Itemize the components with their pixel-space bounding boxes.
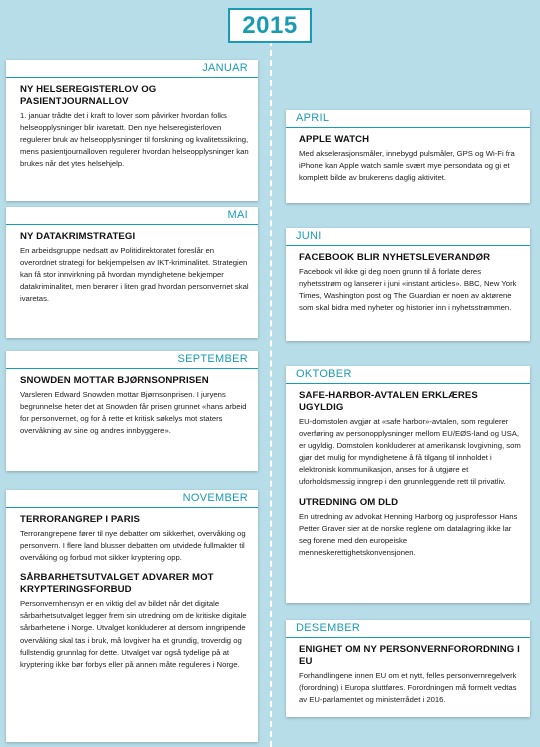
timeline-card-mai [6,207,258,338]
year-badge [228,8,312,43]
timeline-card-desember [286,620,530,717]
event-text: Forhandlingene innen EU om et nytt, felles personvernregelverk (forordning) i Europa sluttføres. Forordningen må formelt vedtas av EU-parlamentet og ministerrådet i 2016. [299,671,517,705]
month-label: APRIL [286,110,530,128]
event-text: 1. januar trådte det i kraft to lover som påvirker hvordan folks helseopplysninger blir ivaretatt. Den nye helseregisterloven regulerer bruk av helseopplysninger til forskning og kvalitetssikring, mens pasientjournalloven regulerer hvordan helseopplysninger kan brukes når det ytes helsehjelp. [20,111,249,169]
month-label: DESEMBER [286,620,530,638]
timeline-card-november [6,490,258,742]
event-title-2: SÅRBARHETSUTVALGET ADVARER MOT KRYPTERINGSFORBUD [20,572,214,596]
event-text: Med akselerasjonsmåler, innebygd pulsmåler, GPS og Wi-Fi fra iPhone kan Apple watch samle svært mye persondata og gi et komplett bilde av brukerens daglig aktivitet. [299,149,515,183]
event-text: Terrorangrepene fører til nye debatter om sikkerhet, overvåking og personvern. I flere land blusser debatten om utvidede fullmakter til overvåking og forbud mot sikker kryptering opp. [20,529,246,563]
month-label: SEPTEMBER [6,351,258,369]
timeline-line [270,40,272,747]
event-title: FACEBOOK BLIR NYHETSLEVERANDØR [299,252,491,263]
month-label: OKTOBER [286,366,530,384]
event-title: NY DATAKRIMSTRATEGI [20,231,136,242]
timeline-card-januar [6,60,258,201]
event-title: ENIGHET OM NY PERSONVERNFORORDNING I EU [299,644,520,667]
timeline-card-oktober [286,366,530,603]
timeline-card-september [6,351,258,471]
event-text: Varsleren Edward Snowden mottar Bjørnsonprisen. I juryens begrunnelse heter det at Snowden får prisen grunnet «hans arbeid for personvernet, og for å rette et kritisk søkelys mot staters overvåkning av sine og andres innbyggere». [20,390,247,436]
event-text-2: En utredning av advokat Henning Harborg og jusprofessor Hans Petter Graver sier at de norske reglene om datalagring ikke lar seg forene med den europeiske menneskerettighetskonvensjonen. [299,511,518,557]
event-title: APPLE WATCH [299,134,370,145]
month-label: NOVEMBER [6,490,258,508]
month-label: JANUAR [6,60,258,78]
timeline-card-april [286,110,530,203]
event-title: SAFE-HARBOR-AVTALEN ERKLÆRES UGYLDIG [299,390,478,413]
timeline-card-juni [286,228,530,341]
event-text: Facebook vil ikke gi deg noen grunn til å forlate deres nyhetsstrøm og lanserer i juni «instant articles». BBC, New York Times, Washington post og The Guardian er noen av aktørene som skal bidra med nyheter og historier inn i nyhetsstrømmen. [299,267,517,313]
event-title-2: UTREDNING OM DLD [299,496,399,508]
month-label: MAI [6,207,258,225]
year-label: 2015 [242,11,298,39]
event-text: En arbeidsgruppe nedsatt av Politidirektoratet foreslår en overordnet strategi for bekjempelsen av IKT-kriminalitet. Strategien kan få stor innvirkning på hvordan myndighetene bekjemper datakriminalitet, men berører i liten grad hvordan personvernet skal ivaretas. [20,246,249,304]
month-label: JUNI [286,228,530,246]
event-title: SNOWDEN MOTTAR BJØRNSONPRISEN [20,375,209,386]
event-title: NY HELSEREGISTERLOV OG PASIENTJOURNALLOV [20,84,157,107]
event-text-2: Personvernhensyn er en viktig del av bildet når det digitale sårbarhetsutvalget legger frem sin utredning om de kritiske digitale sårbarhetene i Norge. Utvalget konkluderer at dersom inngripende overvåking skal tas i bruk, må lovgiver ha et grundig, troverdig og fullstendig grunnlag for dette. Utvalget var også tydelige på at kryptering ikke bør forbys eller på annen måte reguleres i Norge. [20,599,247,669]
event-title: TERRORANGREP I PARIS [20,514,140,525]
event-text: EU-domstolen avgjør at «safe harbor»-avtalen, som regulerer overføring av personopplysninger mellom EU/EØS-land og USA, er ugyldig. Domstolen konkluderer at amerikansk lovgivning, som gjør det mulig for myndighetene å få tilgang til innholdet i elektronisk kommunikasjon, anses for å utgjøre et uforholdsmessig inngrep i den grunnleggende rett til privatliv. [299,417,521,487]
